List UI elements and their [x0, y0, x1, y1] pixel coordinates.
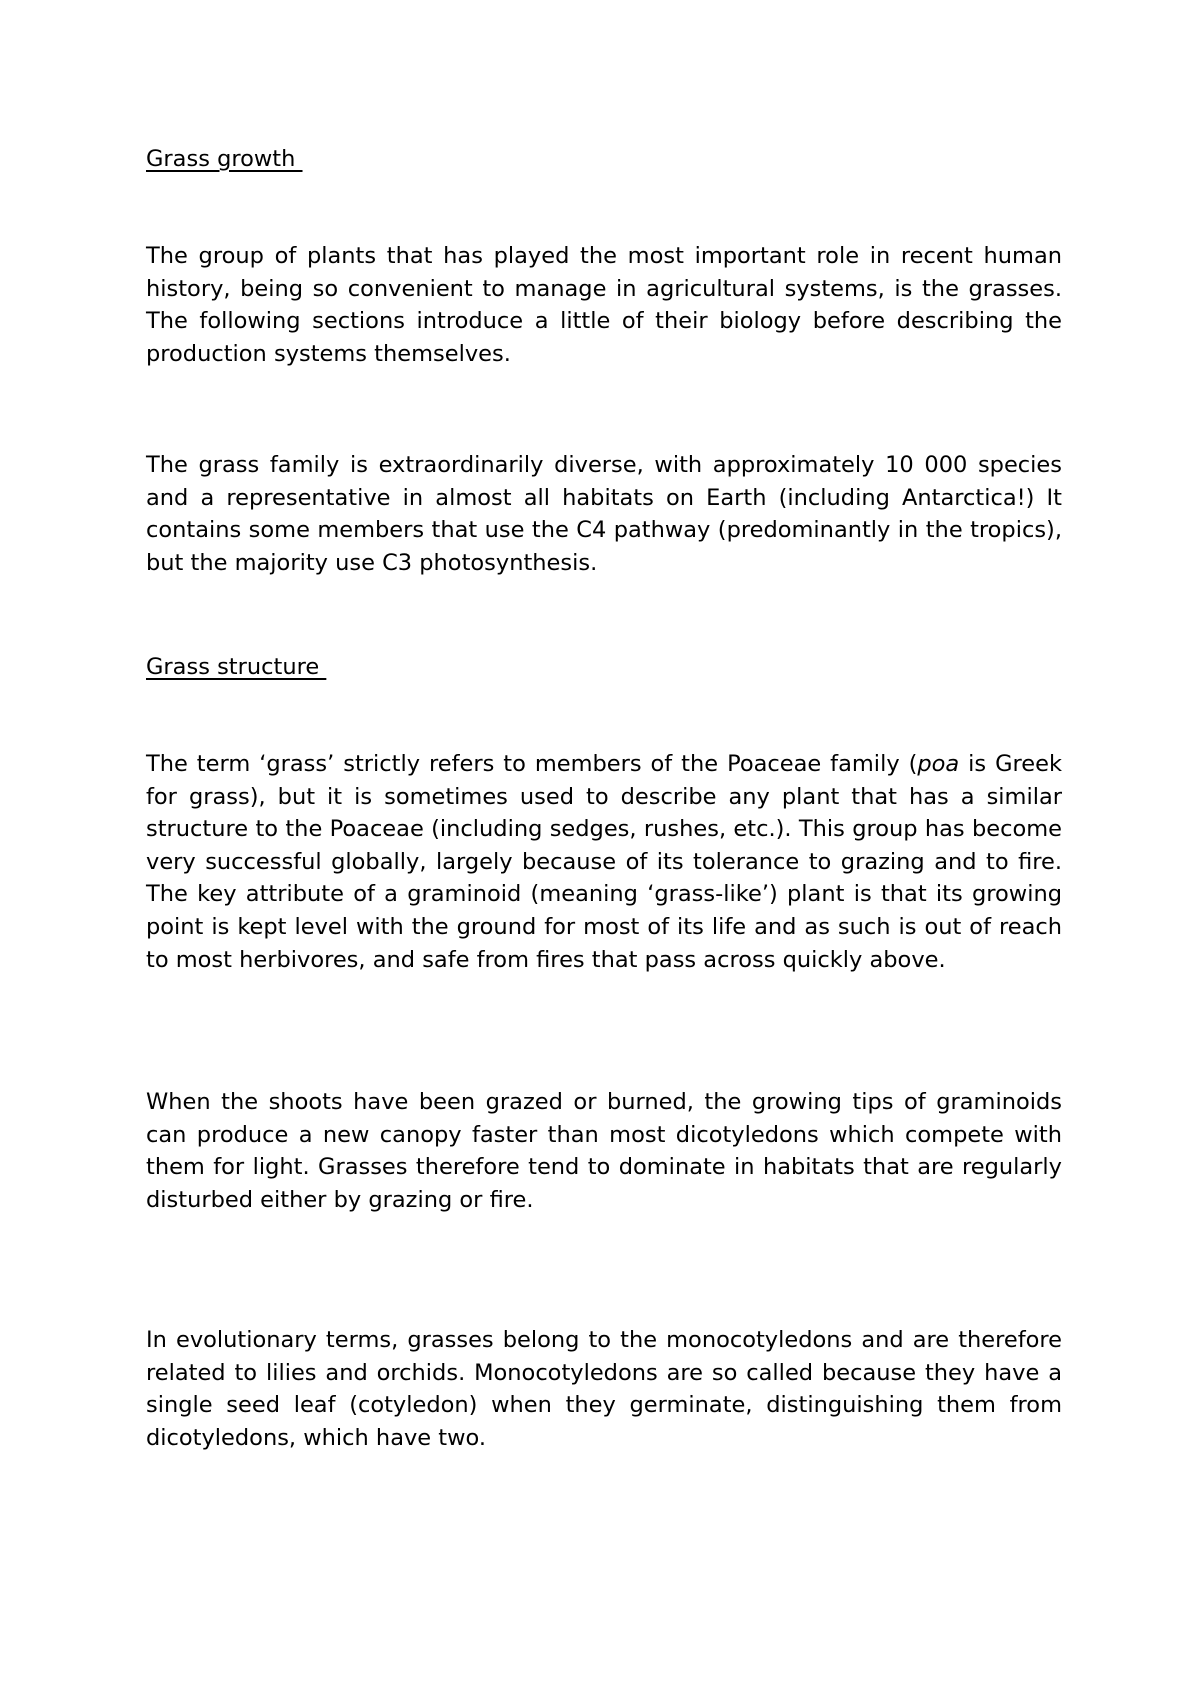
- paragraph-term-grass-part-1: The term ‘grass’ strictly refers to members of the Poaceae family (: [146, 751, 918, 777]
- poa-italic-term: poa: [917, 751, 960, 777]
- heading-grass-growth: Grass growth: [146, 146, 303, 172]
- paragraph-grazing-regrowth: When the shoots have been grazed or burned, the growing tips of graminoids can produce a new canopy faster than most dicotyledons which compete with them for light. Grasses therefore tend to dominate in habitats that are regularly disturbed either by grazing or fire.: [146, 1089, 1062, 1213]
- paragraph-term-grass-part-2: is Greek for grass), but it is sometimes used to describe any plant that has a similar structure to the Poaceae (including sedges, rushes, etc.). This group has become very successful globally, largely because of its tolerance to grazing and to fire. The key attribute of a graminoid (meaning ‘grass-like’) plant is that its growing point is kept level with the ground for most of its life and as such is out of reach to most herbivores, and safe from fires that pass across quickly above.: [146, 751, 1063, 973]
- paragraph-term-grass: [146, 748, 1062, 976]
- heading-grass-structure: Grass structure: [146, 654, 327, 680]
- paragraph-intro: The group of plants that has played the most important role in recent human history, being so convenient to manage in agricultural systems, is the grasses. The following sections introduce a little of their biology before describing the production systems themselves.: [146, 243, 1062, 367]
- paragraph-evolution: In evolutionary terms, grasses belong to the monocotyledons and are therefore related to lilies and orchids. Monocotyledons are so called because they have a single seed leaf (cotyledon) when they germinate, distinguishing them from dicotyledons, which have two.: [146, 1327, 1062, 1451]
- paragraph-grass-family: The grass family is extraordinarily diverse, with approximately 10 000 species and a representative in almost all habitats on Earth (including Antarctica!) It contains some members that use the C4 pathway (predominantly in the tropics), but the majority use C3 photosynthesis.: [146, 452, 1062, 576]
